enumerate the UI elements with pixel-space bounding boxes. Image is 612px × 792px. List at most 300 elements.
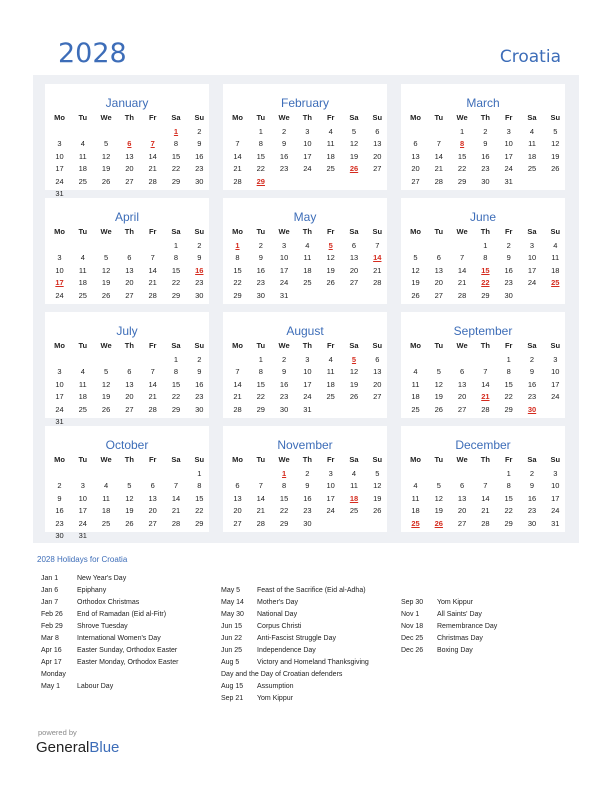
holiday-date-label: May 14 xyxy=(221,599,244,606)
holiday-date-label: Jan 6 xyxy=(41,587,59,594)
calendar-date: 17 xyxy=(303,379,312,389)
calendar-date: 18 xyxy=(303,265,312,275)
calendar-date: 10 xyxy=(303,139,312,149)
calendar-date: 30 xyxy=(279,404,289,414)
months-grid xyxy=(33,75,579,543)
calendar-date: 11 xyxy=(102,493,110,503)
holiday-name: Easter Monday, Orthodox Easter xyxy=(77,659,179,666)
calendar-date: 10 xyxy=(326,481,335,491)
calendar-date: 11 xyxy=(78,151,87,161)
weekday-header: We xyxy=(456,455,468,464)
calendar-date: 10 xyxy=(504,139,513,149)
calendar-date: 29 xyxy=(504,518,513,528)
calendar-date: 27 xyxy=(373,392,382,402)
calendar-date: 17 xyxy=(504,151,513,161)
weekday-header: Mo xyxy=(54,227,65,236)
calendar-date: 14 xyxy=(233,379,242,389)
calendar-date: 18 xyxy=(326,379,335,389)
calendar-date: 26 xyxy=(125,518,134,528)
calendar-date: 26 xyxy=(551,164,560,174)
calendar-date: 22 xyxy=(279,506,289,516)
calendar-date: 21 xyxy=(457,278,467,288)
calendar-date: 30 xyxy=(481,176,490,186)
calendar-date: 3 xyxy=(553,355,558,364)
calendar-date: 1 xyxy=(506,355,511,364)
calendar-date: 14 xyxy=(481,493,490,503)
calendar-date: 8 xyxy=(506,367,511,377)
calendar-date: 23 xyxy=(256,278,265,288)
calendar-date: 18 xyxy=(78,278,87,288)
month-april xyxy=(45,198,209,304)
calendar-date: 16 xyxy=(195,379,204,389)
holiday-name: Assumption xyxy=(257,683,294,690)
calendar-date: 2 xyxy=(506,241,511,250)
calendar-date: 13 xyxy=(411,151,420,161)
calendar-date: 12 xyxy=(101,265,111,275)
calendar-date: 15 xyxy=(504,493,513,503)
calendar-date: 28 xyxy=(148,290,157,300)
calendar-date: 12 xyxy=(349,367,359,377)
weekday-header: Tu xyxy=(256,341,266,350)
calendar-date: 11 xyxy=(551,253,560,263)
calendar-date: 1 xyxy=(173,241,179,250)
calendar-date: 16 xyxy=(55,506,64,516)
calendar-date: 2 xyxy=(57,481,62,491)
calendar-date: 9 xyxy=(483,139,488,149)
calendar-date: 12 xyxy=(434,379,443,389)
calendar-date: 4 xyxy=(328,355,333,364)
calendar-date: 11 xyxy=(528,139,536,149)
holiday-name: Yom Kippur xyxy=(437,599,473,606)
calendar-date: 28 xyxy=(373,278,382,288)
calendar-date: 20 xyxy=(125,392,134,402)
calendar-date: 10 xyxy=(303,367,312,377)
calendar-date: 24 xyxy=(303,164,312,174)
calendar-date: 13 xyxy=(434,265,443,275)
weekday-header: We xyxy=(278,113,290,122)
calendar-date: 30 xyxy=(195,176,204,186)
weekday-header: Tu xyxy=(434,113,444,122)
calendar-date: 10 xyxy=(551,481,560,491)
calendar-date: 24 xyxy=(504,164,513,174)
weekday-header: Th xyxy=(124,113,134,122)
calendar-date: 30 xyxy=(55,531,64,540)
calendar-date: 2 xyxy=(197,241,202,250)
calendar-date: 31 xyxy=(55,189,64,198)
calendar-date: 22 xyxy=(171,278,181,288)
weekday-header: Th xyxy=(124,341,134,350)
calendar-date: 20 xyxy=(411,164,420,174)
calendar-date: 24 xyxy=(55,290,64,300)
weekday-header: Su xyxy=(194,113,205,122)
calendar-date: 26 xyxy=(101,176,111,186)
calendar-date: 8 xyxy=(197,481,202,491)
holiday-date-label: Jan 7 xyxy=(41,599,59,606)
calendar-date: 9 xyxy=(258,253,263,263)
calendar-date: 28 xyxy=(434,176,443,186)
calendar-date: 25 xyxy=(326,392,335,402)
holiday-date-label: Apr 17 xyxy=(41,659,62,666)
calendar-date: 18 xyxy=(78,164,87,174)
calendar-date: 19 xyxy=(373,493,382,503)
calendar-date: 2 xyxy=(197,127,202,136)
calendar-date: 9 xyxy=(506,253,511,263)
holiday-name: Independence Day xyxy=(257,647,316,654)
calendar-date: 15 xyxy=(195,493,204,503)
calendar-date: 25 xyxy=(101,518,111,528)
holiday-date: 30 xyxy=(527,404,537,414)
calendar-date: 16 xyxy=(279,151,289,161)
calendar-date: 3 xyxy=(328,469,333,478)
calendar-date: 6 xyxy=(460,481,465,491)
holiday-date: 21 xyxy=(481,392,490,402)
holiday-date: 5 xyxy=(328,241,333,250)
calendar-date: 8 xyxy=(173,367,179,377)
weekday-header: Fr xyxy=(504,227,513,236)
calendar-date: 30 xyxy=(504,290,513,300)
calendar-date: 19 xyxy=(125,506,134,516)
holiday-date: 25 xyxy=(411,518,420,528)
calendar-date: 20 xyxy=(457,392,467,402)
calendar-date: 11 xyxy=(350,481,358,491)
weekday-header: Su xyxy=(194,227,205,236)
calendar-date: 4 xyxy=(80,253,85,263)
calendar-date: 2 xyxy=(305,469,310,478)
calendar-date: 13 xyxy=(373,367,382,377)
weekday-header: Mo xyxy=(410,455,421,464)
calendar-date: 23 xyxy=(55,518,64,528)
calendar-date: 27 xyxy=(411,176,420,186)
weekday-header: Th xyxy=(480,113,490,122)
calendar-date: 16 xyxy=(303,493,312,503)
calendar-date: 30 xyxy=(256,290,265,300)
calendar-date: 7 xyxy=(483,367,488,377)
holiday-date-label: Jun 22 xyxy=(221,635,243,642)
calendar-date: 31 xyxy=(303,404,312,414)
calendar-date: 24 xyxy=(303,392,312,402)
holiday-date-label: Aug 5 xyxy=(221,659,240,666)
month-december xyxy=(401,426,565,532)
calendar-date: 31 xyxy=(279,290,289,300)
calendar-date: 14 xyxy=(233,151,242,161)
calendar-date: 21 xyxy=(233,164,242,174)
month-june xyxy=(401,198,565,304)
calendar-date: 17 xyxy=(527,265,537,275)
calendar-date: 19 xyxy=(434,506,443,516)
holiday-date: 25 xyxy=(551,278,560,288)
calendar-date: 13 xyxy=(125,151,134,161)
calendar-date: 6 xyxy=(460,367,465,377)
calendar-date: 27 xyxy=(349,278,359,288)
holiday-name: Mother's Day xyxy=(257,599,299,606)
weekday-header: Mo xyxy=(232,227,243,236)
weekday-header: We xyxy=(278,455,290,464)
month-september xyxy=(401,312,565,418)
weekday-header: Sa xyxy=(171,455,181,464)
holiday-name: Easter Sunday, Orthodox Easter xyxy=(77,647,178,654)
weekday-header: Fr xyxy=(148,227,157,236)
weekday-header: Th xyxy=(124,227,134,236)
calendar-date: 17 xyxy=(55,164,64,174)
calendar-date: 22 xyxy=(504,506,513,516)
holiday-date-label: Mar 8 xyxy=(41,635,59,642)
calendar-date: 16 xyxy=(256,265,265,275)
calendar-date: 20 xyxy=(349,265,359,275)
weekday-header: Sa xyxy=(171,113,181,122)
holidays-title: 2028 Holidays for Croatia xyxy=(37,555,128,564)
calendar-date: 1 xyxy=(197,469,202,478)
holiday-date-label: Apr 16 xyxy=(41,647,62,654)
calendar-date: 6 xyxy=(436,253,441,263)
calendar-date: 25 xyxy=(78,176,87,186)
weekday-header: Mo xyxy=(54,113,65,122)
calendar-date: 5 xyxy=(375,469,380,478)
calendar-date: 13 xyxy=(457,493,467,503)
holiday-date-label: Dec 26 xyxy=(401,647,424,654)
calendar-date: 2 xyxy=(483,127,488,136)
month-february xyxy=(223,84,387,190)
month-name: September xyxy=(453,324,513,338)
calendar-date: 9 xyxy=(282,367,287,377)
calendar-date: 17 xyxy=(78,506,87,516)
calendar-date: 5 xyxy=(351,127,357,136)
calendar-date: 22 xyxy=(171,164,181,174)
calendar-date: 28 xyxy=(233,176,242,186)
calendar-date: 11 xyxy=(78,265,87,275)
calendar-date: 21 xyxy=(256,506,265,516)
calendar-date: 8 xyxy=(483,253,488,263)
calendar-date: 4 xyxy=(80,139,85,149)
holiday-name: International Women's Day xyxy=(77,635,161,642)
calendar-date: 23 xyxy=(195,278,204,288)
calendar-date: 15 xyxy=(457,151,467,161)
weekday-header: Fr xyxy=(326,455,335,464)
calendar-date: 6 xyxy=(235,481,240,491)
month-name: November xyxy=(277,438,333,452)
calendar-date: 7 xyxy=(436,139,441,149)
month-august xyxy=(223,312,387,418)
calendar-date: 19 xyxy=(411,278,420,288)
month-march xyxy=(401,84,565,190)
holiday-name: Shrove Tuesday xyxy=(77,623,128,630)
weekday-header: Tu xyxy=(78,113,88,122)
weekday-header: Fr xyxy=(326,227,335,236)
calendar-date: 5 xyxy=(104,253,109,263)
calendar-date: 16 xyxy=(481,151,490,161)
holiday-date: 14 xyxy=(373,253,382,263)
calendar-date: 16 xyxy=(279,379,289,389)
weekday-header: Sa xyxy=(527,113,537,122)
weekday-header: Th xyxy=(302,455,312,464)
calendar-date: 11 xyxy=(411,493,420,503)
holiday-name: Feast of the Sacrifice (Eid al-Adha) xyxy=(257,587,366,594)
calendar-date: 18 xyxy=(411,392,420,402)
calendar-date: 18 xyxy=(326,151,335,161)
weekday-header: Th xyxy=(302,227,312,236)
calendar-date: 20 xyxy=(434,278,443,288)
calendar-date: 27 xyxy=(148,518,157,528)
weekday-header: Mo xyxy=(410,113,421,122)
calendar-date: 7 xyxy=(150,367,155,377)
calendar-date: 24 xyxy=(55,404,64,414)
holiday-date-label: Nov 1 xyxy=(401,611,420,618)
weekday-header: Su xyxy=(194,341,205,350)
calendar-date: 3 xyxy=(305,127,310,136)
calendar-date: 9 xyxy=(282,139,287,149)
weekday-header: Th xyxy=(480,341,490,350)
calendar-date: 14 xyxy=(434,151,443,161)
calendar-date: 27 xyxy=(125,176,134,186)
calendar-date: 1 xyxy=(506,469,511,478)
calendar-date: 13 xyxy=(233,493,242,503)
month-name: October xyxy=(105,438,149,452)
month-name: May xyxy=(293,210,317,224)
calendar-date: 28 xyxy=(148,404,157,414)
calendar-date: 21 xyxy=(481,506,490,516)
calendar-date: 7 xyxy=(235,367,240,377)
holiday-date: 26 xyxy=(349,164,359,174)
holiday-name: Monday xyxy=(41,671,66,678)
calendar-date: 20 xyxy=(125,278,134,288)
calendar-date: 7 xyxy=(460,253,465,263)
month-name: April xyxy=(114,210,139,224)
calendar-date: 4 xyxy=(529,127,535,136)
calendar-date: 24 xyxy=(55,176,64,186)
calendar-date: 1 xyxy=(258,355,263,364)
calendar-date: 30 xyxy=(195,404,204,414)
calendar-date: 16 xyxy=(195,151,204,161)
calendar-date: 13 xyxy=(125,265,134,275)
calendar-date: 26 xyxy=(434,404,443,414)
holiday-date: 16 xyxy=(195,265,204,275)
calendar-date: 12 xyxy=(101,379,111,389)
weekday-header: Su xyxy=(372,341,383,350)
calendar-date: 29 xyxy=(195,518,204,528)
weekday-header: Tu xyxy=(256,455,266,464)
weekday-header: We xyxy=(278,341,290,350)
weekday-header: Tu xyxy=(256,227,266,236)
calendar-date: 4 xyxy=(351,469,357,478)
calendar-date: 22 xyxy=(233,278,242,288)
country-name: Croatia xyxy=(499,47,561,67)
weekday-header: Su xyxy=(550,455,561,464)
calendar-date: 15 xyxy=(256,151,265,161)
calendar-date: 25 xyxy=(78,290,87,300)
calendar-date: 5 xyxy=(553,127,558,136)
weekday-header: Fr xyxy=(148,341,157,350)
weekday-header: Th xyxy=(124,455,134,464)
calendar-date: 14 xyxy=(148,379,157,389)
powered-by-label: powered by xyxy=(38,728,77,737)
holiday-date: 17 xyxy=(55,278,64,288)
calendar-date: 4 xyxy=(305,241,310,250)
calendar-date: 8 xyxy=(173,253,179,263)
weekday-header: Th xyxy=(302,341,312,350)
calendar-date: 19 xyxy=(101,164,111,174)
calendar-date: 2 xyxy=(529,355,535,364)
calendar-date: 17 xyxy=(55,392,64,402)
calendar-date: 6 xyxy=(150,481,155,491)
calendar-date: 3 xyxy=(506,127,511,136)
holiday-date-label: Sep 21 xyxy=(221,695,244,702)
calendar-date: 13 xyxy=(125,379,134,389)
calendar-date: 7 xyxy=(375,241,380,250)
calendar-date: 19 xyxy=(101,278,111,288)
calendar-date: 8 xyxy=(258,139,263,149)
calendar-date: 5 xyxy=(436,481,441,491)
calendar-date: 22 xyxy=(256,164,265,174)
calendar-date: 7 xyxy=(258,481,263,491)
calendar-date: 7 xyxy=(173,481,179,491)
calendar-date: 12 xyxy=(434,493,443,503)
calendar-date: 4 xyxy=(413,367,418,377)
weekday-header: Fr xyxy=(326,113,335,122)
calendar-date: 17 xyxy=(551,493,560,503)
calendar-date: 6 xyxy=(351,241,357,250)
holiday-date: 1 xyxy=(282,469,287,478)
weekday-header: Fr xyxy=(504,113,513,122)
calendar-date: 29 xyxy=(171,404,181,414)
calendar-date: 8 xyxy=(235,253,240,263)
calendar-date: 23 xyxy=(527,392,537,402)
calendar-date: 28 xyxy=(481,404,490,414)
calendar-date: 22 xyxy=(256,392,265,402)
calendar-date: 21 xyxy=(373,265,382,275)
holiday-name: Remembrance Day xyxy=(437,623,498,630)
calendar-date: 29 xyxy=(256,404,265,414)
calendar-date: 5 xyxy=(436,367,441,377)
calendar-year: 2028 xyxy=(58,38,127,69)
month-january xyxy=(45,84,209,198)
calendar-date: 10 xyxy=(78,493,87,503)
month-name: January xyxy=(105,96,149,110)
calendar-date: 20 xyxy=(373,379,382,389)
calendar-date: 19 xyxy=(101,392,111,402)
holiday-name: National Day xyxy=(257,611,298,618)
calendar-date: 12 xyxy=(125,493,134,503)
calendar-date: 17 xyxy=(326,493,335,503)
calendar-date: 7 xyxy=(150,253,155,263)
calendar-date: 15 xyxy=(171,151,181,161)
calendar-date: 6 xyxy=(127,367,132,377)
weekday-header: Fr xyxy=(326,341,335,350)
month-may xyxy=(223,198,387,304)
month-name: July xyxy=(116,324,138,338)
holiday-date: 8 xyxy=(460,139,465,149)
calendar-date: 26 xyxy=(349,392,359,402)
calendar-date: 18 xyxy=(101,506,111,516)
calendar-date: 31 xyxy=(55,417,64,426)
month-name: December xyxy=(455,438,511,452)
month-name: June xyxy=(469,210,497,224)
weekday-header: Tu xyxy=(78,227,88,236)
weekday-header: Mo xyxy=(232,113,243,122)
weekday-header: We xyxy=(456,113,468,122)
calendar-date: 20 xyxy=(233,506,242,516)
holiday-date-label: Feb 26 xyxy=(41,611,63,618)
calendar-date: 24 xyxy=(551,392,560,402)
calendar-date: 22 xyxy=(171,392,181,402)
calendar-date: 10 xyxy=(527,253,537,263)
calendar-date: 29 xyxy=(504,404,513,414)
calendar-date: 31 xyxy=(78,531,87,540)
calendar-date: 9 xyxy=(529,367,535,377)
calendar-date: 1 xyxy=(258,127,263,136)
calendar-date: 7 xyxy=(483,481,488,491)
weekday-header: Su xyxy=(550,227,561,236)
calendar-date: 16 xyxy=(504,265,513,275)
holiday-date: 7 xyxy=(150,139,155,149)
